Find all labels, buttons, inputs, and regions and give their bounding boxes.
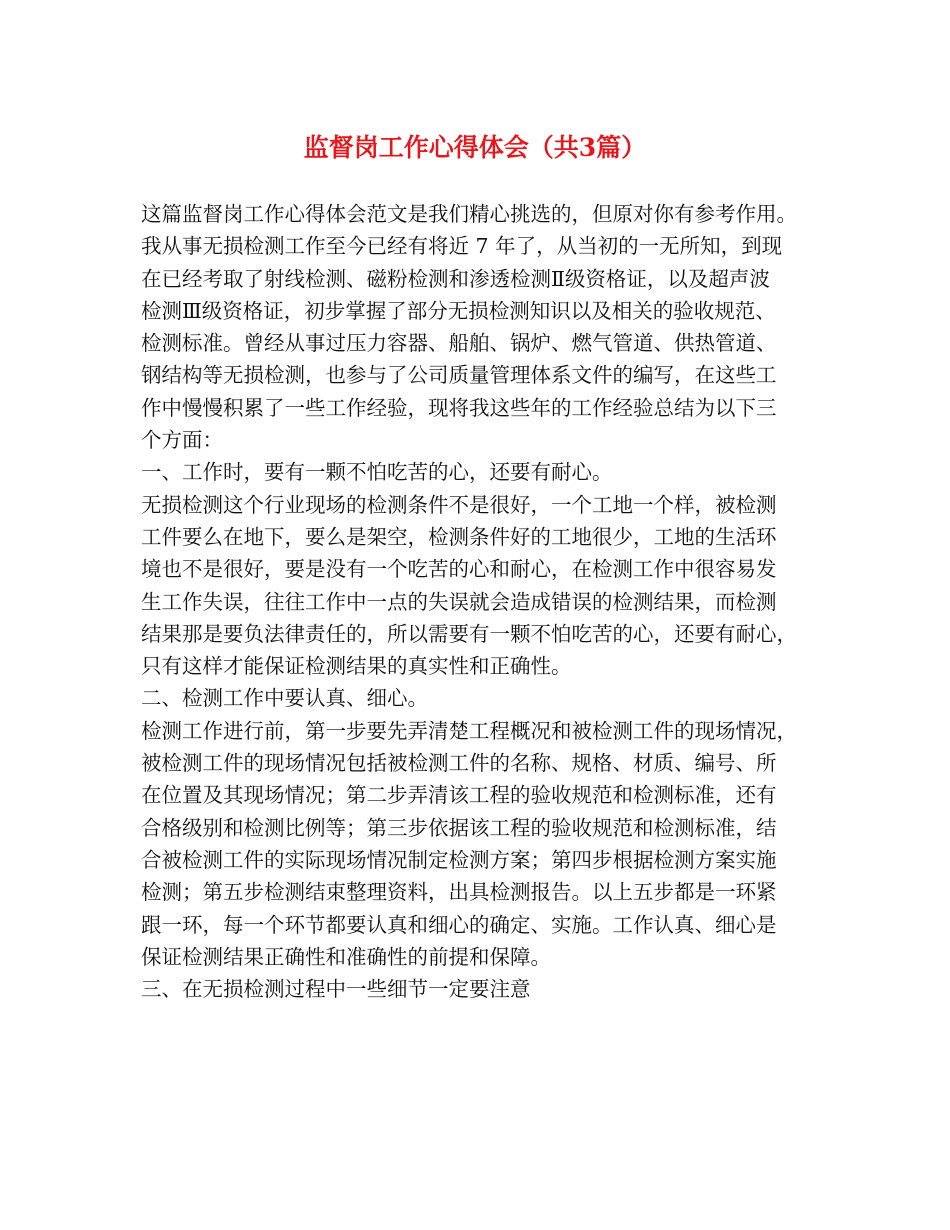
body-line: 合格级别和检测比例等；第三步依据该工程的验收规范和检测标准，结 bbox=[141, 815, 777, 840]
body-line: 我从事无损检测工作至今已经有将近 7 年了，从当初的一无所知，到现 bbox=[141, 234, 783, 259]
body-line: 无损检测这个行业现场的检测条件不是很好，一个工地一个样，被检测 bbox=[141, 492, 777, 517]
body-line: 跟一环，每一个环节都要认真和细心的确定、实施。工作认真、细心是 bbox=[141, 912, 777, 937]
body-line: 钢结构等无损检测，也参与了公司质量管理体系文件的编写，在这些工 bbox=[141, 363, 777, 388]
body-line: 检测工作进行前，第一步要先弄清楚工程概况和被检测工件的现场情况， bbox=[141, 718, 797, 743]
body-line: 工件要么在地下，要么是架空，检测条件好的工地很少，工地的生活环 bbox=[141, 524, 777, 549]
document-body bbox=[141, 198, 831, 1005]
body-line: 只有这样才能保证检测结果的真实性和正确性。 bbox=[141, 654, 572, 679]
body-line: 境也不是很好，要是没有一个吃苦的心和耐心，在检测工作中很容易发 bbox=[141, 557, 777, 582]
body-line: 生工作失误，往往工作中一点的失误就会造成错误的检测结果，而检测 bbox=[141, 589, 777, 614]
body-line: 结果那是要负法律责任的，所以需要有一颗不怕吃苦的心，还要有耐心， bbox=[141, 621, 797, 646]
section-heading-2: 二、检测工作中要认真、细心。 bbox=[141, 686, 428, 711]
body-line: 检测标准。曾经从事过压力容器、船舶、锅炉、燃气管道、供热管道、 bbox=[141, 331, 777, 356]
body-line: 检测；第五步检测结束整理资料，出具检测报告。以上五步都是一环紧 bbox=[141, 880, 777, 905]
section-heading-3: 三、在无损检测过程中一些细节一定要注意 bbox=[141, 977, 531, 1002]
document-title: 监督岗工作心得体会（共3篇） bbox=[303, 133, 647, 162]
body-line: 检测Ⅲ级资格证，初步掌握了部分无损检测知识以及相关的验收规范、 bbox=[141, 298, 776, 323]
body-line: 作中慢慢积累了一些工作经验，现将我这些年的工作经验总结为以下三 bbox=[141, 395, 777, 420]
body-line: 个方面： bbox=[141, 428, 223, 453]
body-line: 在位置及其现场情况；第二步弄清该工程的验收规范和检测标准，还有 bbox=[141, 783, 777, 808]
body-line: 被检测工件的现场情况包括被检测工件的名称、规格、材质、编号、所 bbox=[141, 751, 777, 776]
body-line: 保证检测结果正确性和准确性的前提和保障。 bbox=[141, 944, 551, 969]
body-line: 合被检测工件的实际现场情况制定检测方案；第四步根据检测方案实施 bbox=[141, 847, 777, 872]
body-line: 这篇监督岗工作心得体会范文是我们精心挑选的，但原对你有参考作用。 bbox=[141, 202, 797, 226]
body-line: 在已经考取了射线检测、磁粉检测和渗透检测Ⅱ级资格证，以及超声波 bbox=[141, 266, 770, 291]
section-heading-1: 一、工作时，要有一颗不怕吃苦的心，还要有耐心。 bbox=[141, 460, 613, 485]
